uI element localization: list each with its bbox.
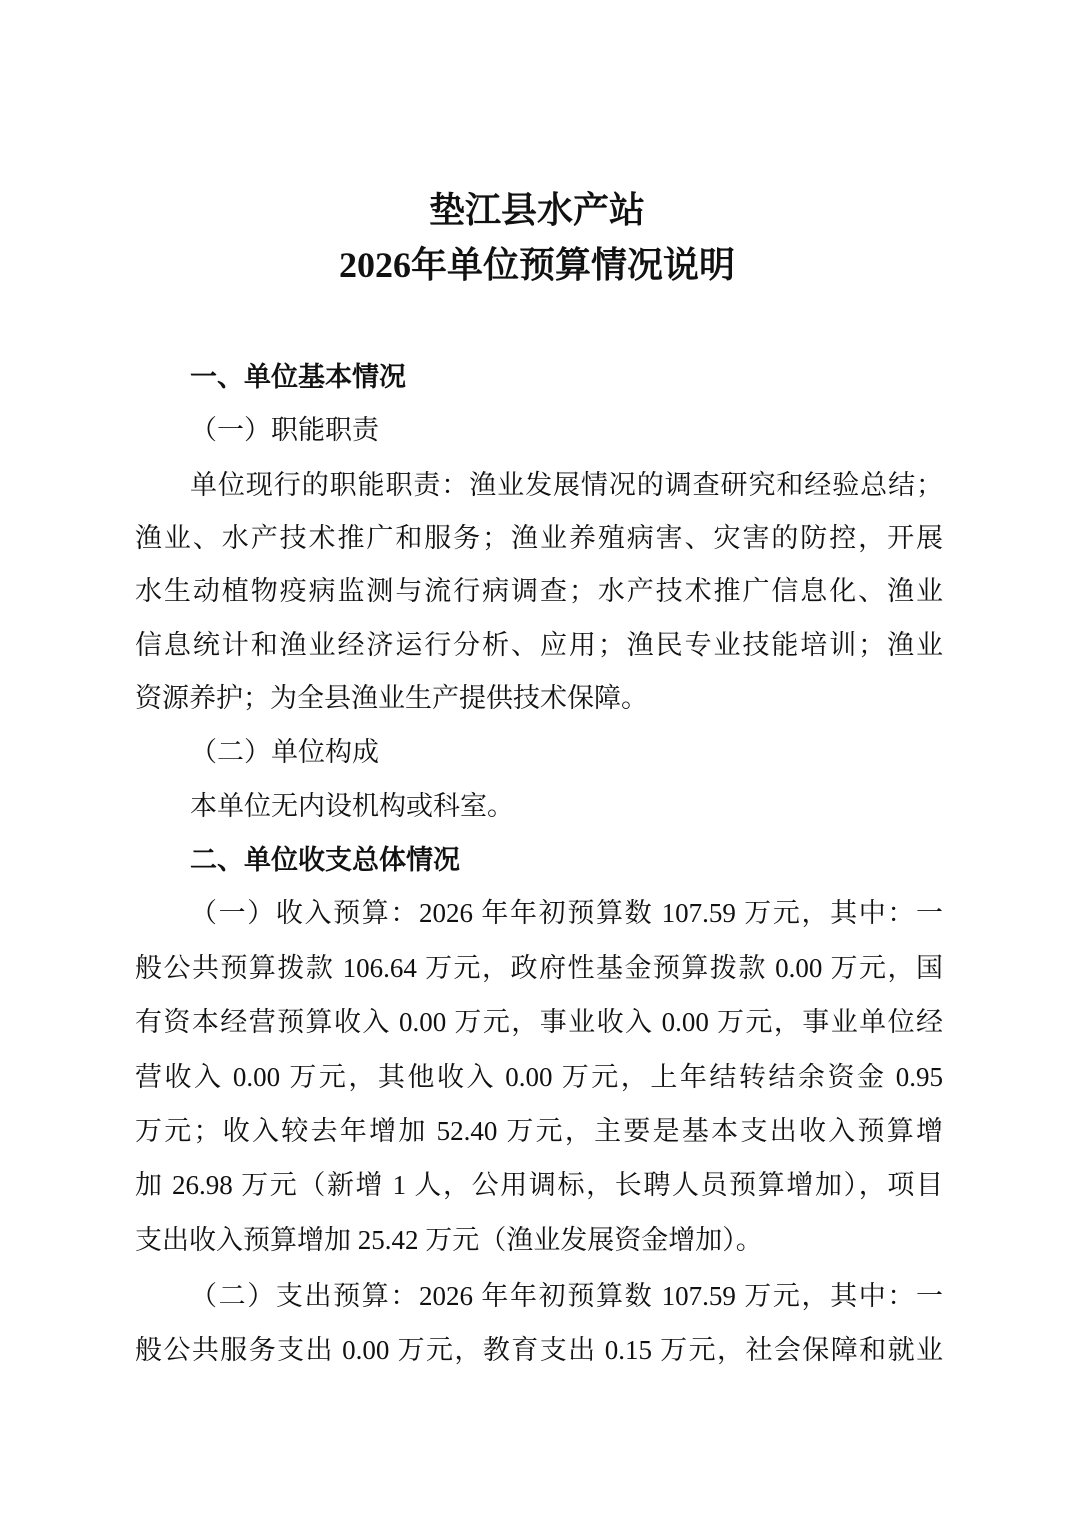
paragraph-line: 单位现行的职能职责：渔业发展情况的调查研究和经验总结； [190, 470, 943, 500]
section-heading-1: 一、单位基本情况 [190, 362, 406, 392]
paragraph-line: 般公共预算拨款 106.64 万元，政府性基金预算拨款 0.00 万元，国 [135, 953, 943, 983]
paragraph-composition: 本单位无内设机构或科室。 [190, 791, 514, 821]
paragraph-line: 加 26.98 万元（新增 1 人，公用调标，长聘人员预算增加），项目 [135, 1170, 943, 1200]
paragraph-line: 水生动植物疫病监测与流行病调查；水产技术推广信息化、渔业 [135, 576, 943, 606]
subheading-functions: （一）职能职责 [190, 415, 379, 445]
document-subtitle: 2026年单位预算情况说明 [338, 245, 735, 285]
subheading-composition: （二）单位构成 [190, 737, 379, 767]
paragraph-line: 般公共服务支出 0.00 万元，教育支出 0.15 万元，社会保障和就业 [135, 1335, 943, 1365]
paragraph-line: 资源养护；为全县渔业生产提供技术保障。 [135, 683, 648, 713]
paragraph-line: 信息统计和渔业经济运行分析、应用；渔民专业技能培训；渔业 [135, 630, 943, 660]
paragraph-line: （二）支出预算：2026 年年初预算数 107.59 万元，其中：一 [190, 1281, 943, 1311]
paragraph-line: （一）收入预算：2026 年年初预算数 107.59 万元，其中：一 [190, 898, 943, 928]
paragraph-line: 渔业、水产技术推广和服务；渔业养殖病害、灾害的防控，开展 [135, 523, 943, 553]
paragraph-line: 营收入 0.00 万元，其他收入 0.00 万元，上年结转结余资金 0.95 [135, 1062, 943, 1092]
paragraph-line: 万元；收入较去年增加 52.40 万元，主要是基本支出收入预算增 [135, 1116, 943, 1146]
paragraph-line: 支出收入预算增加 25.42 万元（渔业发展资金增加）。 [135, 1225, 763, 1255]
paragraph-line: 有资本经营预算收入 0.00 万元，事业收入 0.00 万元，事业单位经 [135, 1007, 943, 1037]
document-title: 垫江县水产站 [428, 190, 645, 230]
section-heading-2: 二、单位收支总体情况 [190, 845, 460, 875]
